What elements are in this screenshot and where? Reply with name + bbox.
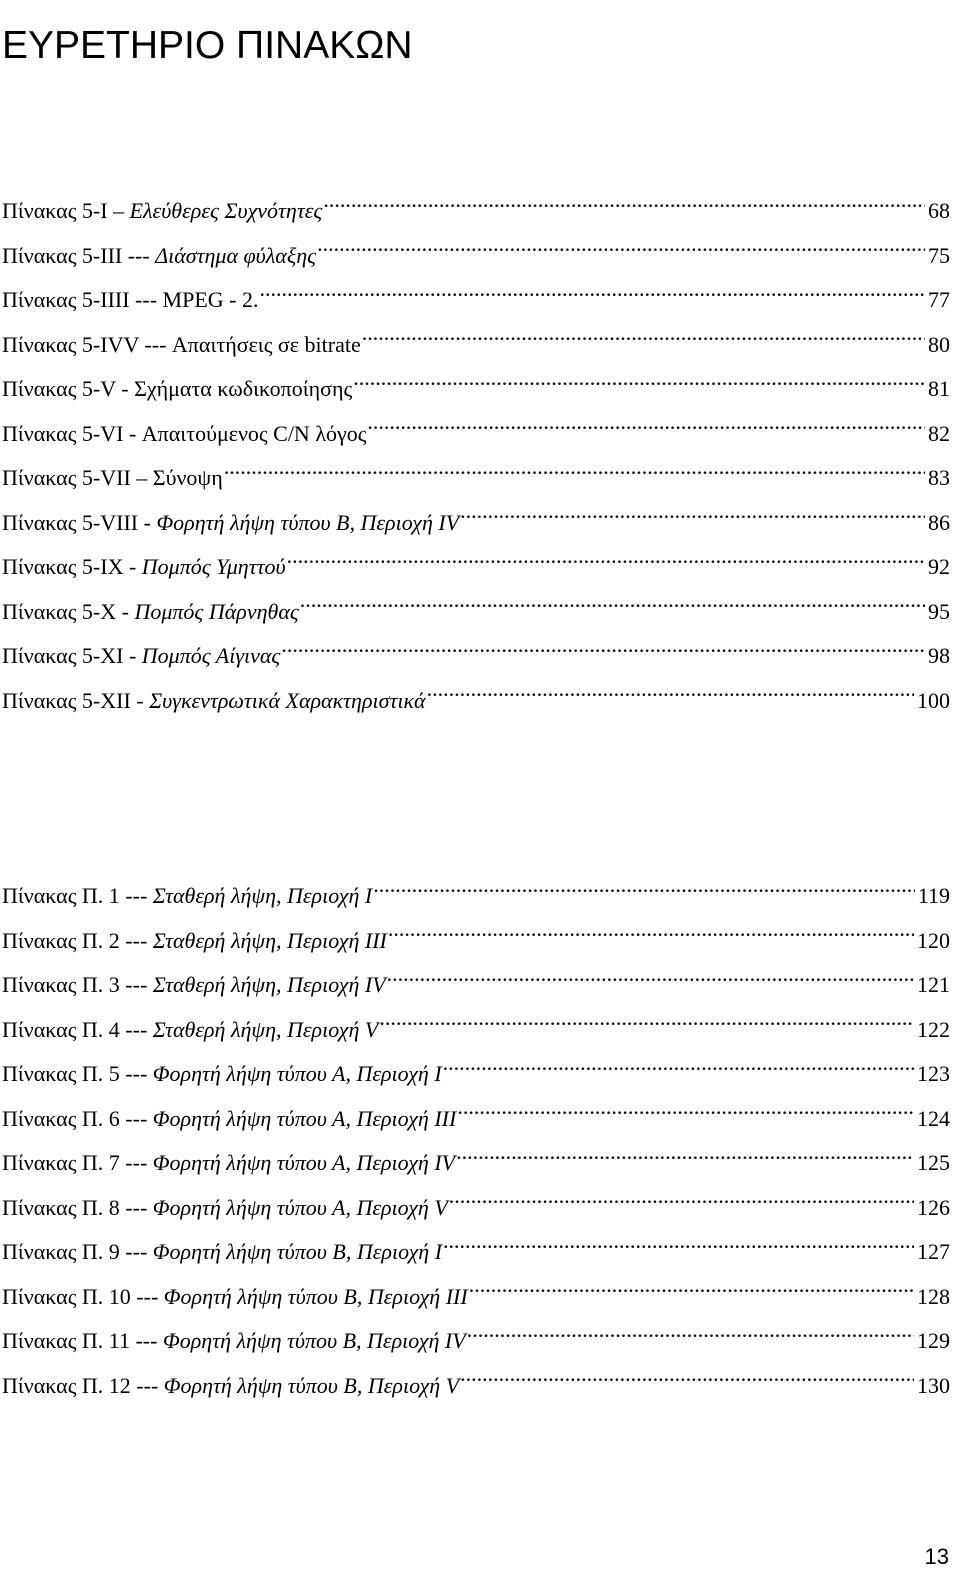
toc-dot-leader: [367, 419, 925, 441]
toc-entry-table-number: Πίνακας 5-Χ -: [2, 598, 135, 624]
toc-entry[interactable]: [2, 501, 950, 546]
toc-entry-caption: Πομπός Υμηττού: [141, 554, 286, 579]
page-number: 13: [924, 1544, 949, 1569]
toc-entry-page-number: 86: [928, 509, 950, 535]
toc-dot-leader: [300, 597, 925, 619]
toc-entry-table-number: Πίνακας Π. 5 ---: [2, 1061, 153, 1086]
toc-entry-caption: Σταθερή λήψη, Περιοχή ΙV: [152, 972, 386, 997]
toc-entry[interactable]: [2, 1319, 950, 1364]
toc-entry[interactable]: [2, 919, 950, 964]
toc-entry-table-number: Πίνακας Π. 10 ---: [2, 1283, 164, 1309]
toc-entry[interactable]: [2, 1052, 950, 1097]
toc-entry-page-number: 80: [928, 331, 950, 357]
toc-entry-page-number: 119: [917, 883, 950, 908]
toc-entry[interactable]: [2, 367, 950, 412]
toc-entry[interactable]: [2, 323, 950, 368]
toc-entry-page-number: 68: [928, 198, 950, 223]
toc-entry[interactable]: [2, 1141, 950, 1186]
toc-dot-leader: [362, 330, 925, 352]
toc-entry-caption: Σταθερή λήψη, Περιοχή Ι: [152, 883, 373, 908]
toc-entry-table-number: Πίνακας 5-ΧΙ -: [2, 643, 142, 668]
toc-entry-table-number: Πίνακας Π. 4 ---: [2, 1016, 153, 1042]
toc-dot-leader: [373, 881, 915, 903]
toc-entry-table-number: Πίνακας Π. 8 ---: [2, 1194, 153, 1220]
toc-entry-table-number: Πίνακας 5-ΧΙΙ -: [2, 687, 150, 713]
toc-entry-table-number: Πίνακας 5-ΙΙΙ ---: [2, 242, 156, 268]
toc-entry-label: [2, 963, 386, 1008]
toc-entry[interactable]: [2, 412, 950, 457]
toc-entry-table-number: Πίνακας Π. 11 ---: [2, 1328, 163, 1353]
toc-entry-table-number: Πίνακας Π. 2 ---: [2, 927, 153, 953]
toc-entry-caption: Σταθερή λήψη, Περιοχή ΙΙΙ: [152, 927, 387, 953]
toc-entry[interactable]: [2, 963, 950, 1008]
toc-entry-table-number: Πίνακας 5-VI -: [2, 420, 142, 446]
toc-entry[interactable]: [2, 1008, 950, 1053]
toc-entry[interactable]: [2, 874, 950, 919]
toc-entry-page-number: 100: [917, 687, 950, 713]
toc-entry-label: [2, 1319, 466, 1364]
toc-entry-caption: Φορητή λήψη τύπου Β, Περιοχή V: [163, 1372, 460, 1398]
toc-entry-label: [2, 456, 223, 501]
toc-entry-label: [2, 189, 322, 234]
toc-entry-table-number: Πίνακας Π. 12 ---: [2, 1372, 164, 1398]
toc-entry-label: [2, 1008, 378, 1053]
toc-entry[interactable]: [2, 1186, 950, 1231]
toc-entry-page-number: 122: [917, 1016, 950, 1042]
toc-dot-leader: [427, 686, 914, 708]
toc-entry-caption: Πομπός Αίγινας: [141, 643, 281, 668]
toc-entry-label: [2, 545, 286, 590]
toc-entry-label: [2, 501, 459, 546]
toc-entry-caption: Διάστημα φύλαξης: [155, 242, 317, 268]
toc-dot-leader: [460, 1371, 914, 1393]
toc-entry-table-number: Πίνακας Π. 9 ---: [2, 1239, 153, 1264]
toc-dot-leader: [443, 1059, 914, 1081]
toc-entry[interactable]: [2, 634, 950, 679]
toc-entry-label: [2, 1275, 468, 1320]
toc-entry-caption: Φορητή λήψη τύπου Α, Περιοχή Ι: [152, 1061, 442, 1086]
toc-dot-leader: [317, 241, 925, 263]
toc-entry-label: [2, 679, 426, 724]
toc-entry-caption: Σταθερή λήψη, Περιοχή V: [152, 1016, 379, 1042]
toc-dot-leader: [224, 463, 925, 485]
toc-dot-leader: [387, 970, 914, 992]
toc-entry[interactable]: [2, 1275, 950, 1320]
toc-dot-leader: [457, 1104, 914, 1126]
toc-entry-page-number: 127: [917, 1239, 950, 1264]
toc-entry-label: [2, 919, 387, 964]
toc-entry-page-number: 130: [917, 1372, 950, 1398]
toc-entry[interactable]: [2, 1364, 950, 1409]
toc-dot-leader: [379, 1015, 914, 1037]
toc-entry-table-number: Πίνακας 5-VII –: [2, 465, 153, 490]
toc-entry-caption: Συγκεντρωτικά Χαρακτηριστικά: [149, 687, 426, 713]
toc-entry-label: [2, 323, 361, 368]
toc-entry-page-number: 125: [917, 1150, 950, 1175]
toc-dot-leader: [287, 552, 925, 574]
toc-entry-label: [2, 1364, 459, 1409]
toc-entry-label: [2, 1141, 455, 1186]
toc-entry-table-number: Πίνακας 5-Ι –: [2, 198, 130, 223]
toc-list-appendix: [2, 874, 950, 1408]
toc-dot-leader: [353, 374, 925, 396]
toc-entry-caption: MPEG - 2.: [162, 287, 259, 312]
toc-entry-label: [2, 412, 366, 457]
toc-entry-page-number: 129: [917, 1328, 950, 1353]
toc-entry-caption: Φορητή λήψη τύπου Α, Περιοχή ΙV: [152, 1150, 456, 1175]
toc-entry-label: [2, 1230, 442, 1275]
toc-entry-table-number: Πίνακας 5-ΙΙΙΙ ---: [2, 287, 163, 312]
toc-dot-leader: [449, 1193, 914, 1215]
toc-entry-page-number: 95: [928, 598, 950, 624]
toc-entry-page-number: 81: [928, 376, 950, 401]
toc-entry-page-number: 120: [917, 927, 950, 953]
toc-entry-caption: Ελεύθερες Συχνότητες: [129, 198, 323, 223]
toc-entry[interactable]: [2, 1230, 950, 1275]
toc-entry-caption: Φορητή λήψη τύπου Α, Περιοχή ΙΙΙ: [152, 1105, 457, 1131]
toc-entry-label: [2, 1052, 442, 1097]
toc-entry-table-number: Πίνακας Π. 1 ---: [2, 883, 153, 908]
toc-entry[interactable]: [2, 234, 950, 279]
toc-entry-table-number: Πίνακας Π. 3 ---: [2, 972, 153, 997]
toc-list-main: [2, 189, 950, 723]
toc-entry-caption: Φορητή λήψη τύπου Β, Περιοχή ΙV: [162, 1328, 466, 1353]
toc-entry-label: [2, 367, 352, 412]
toc-entry-caption: Φορητή λήψη τύπου Β, Περιοχή ΙΙΙ: [163, 1283, 468, 1309]
toc-dot-leader: [467, 1326, 914, 1348]
toc-dot-leader: [281, 641, 925, 663]
toc-entry-table-number: Πίνακας 5-ΙVV ---: [2, 331, 172, 357]
toc-entry-label: [2, 278, 258, 323]
toc-entry[interactable]: [2, 679, 950, 724]
toc-entry-page-number: 83: [928, 465, 950, 490]
toc-entry-page-number: 82: [928, 420, 950, 446]
toc-entry-page-number: 121: [917, 972, 950, 997]
toc-entry-page-number: 77: [928, 287, 950, 312]
toc-entry-page-number: 92: [928, 554, 950, 579]
toc-entry[interactable]: [2, 590, 950, 635]
toc-entry-table-number: Πίνακας Π. 7 ---: [2, 1150, 153, 1175]
toc-entry-caption: Πομπός Πάρνηθας: [134, 598, 299, 624]
toc-entry-page-number: 98: [928, 643, 950, 668]
toc-dot-leader: [259, 285, 925, 307]
toc-entry[interactable]: [2, 1097, 950, 1142]
toc-entry-caption: Απαιτούμενος C/N λόγος: [141, 420, 367, 446]
page-title: ΕΥΡΕΤΗΡΙΟ ΠΙΝΑΚΩΝ: [2, 24, 413, 68]
toc-entry-page-number: 128: [917, 1283, 950, 1309]
toc-entry[interactable]: [2, 456, 950, 501]
toc-entry-caption: Σχήματα κωδικοποίησης: [134, 376, 353, 401]
toc-dot-leader: [443, 1237, 914, 1259]
toc-entry-label: [2, 1186, 448, 1231]
toc-dot-leader: [323, 196, 925, 218]
toc-dot-leader: [456, 1148, 914, 1170]
toc-entry-table-number: Πίνακας 5-VIII -: [2, 509, 157, 535]
toc-entry-page-number: 123: [917, 1061, 950, 1086]
toc-entry-label: [2, 1097, 456, 1142]
toc-entry[interactable]: [2, 278, 950, 323]
toc-entry-label: [2, 634, 280, 679]
toc-entry[interactable]: [2, 189, 950, 234]
toc-dot-leader: [469, 1282, 914, 1304]
toc-entry-caption: Φορητή λήψη τύπου Β, Περιοχή IV: [156, 509, 460, 535]
toc-entry-table-number: Πίνακας Π. 6 ---: [2, 1105, 153, 1131]
toc-entry[interactable]: [2, 545, 950, 590]
toc-entry-page-number: 75: [928, 242, 950, 268]
toc-entry-page-number: 126: [917, 1194, 950, 1220]
toc-entry-table-number: Πίνακας 5-V -: [2, 376, 135, 401]
toc-entry-label: [2, 874, 372, 919]
toc-entry-label: [2, 234, 316, 279]
toc-entry-caption: Σύνοψη: [152, 465, 223, 490]
toc-entry-page-number: 124: [917, 1105, 950, 1131]
toc-entry-caption: Φορητή λήψη τύπου Β, Περιοχή Ι: [152, 1239, 443, 1264]
toc-dot-leader: [460, 508, 925, 530]
toc-entry-label: [2, 590, 299, 635]
toc-entry-table-number: Πίνακας 5-ΙΧ -: [2, 554, 142, 579]
toc-entry-caption: Φορητή λήψη τύπου Α, Περιοχή V: [152, 1194, 448, 1220]
toc-dot-leader: [388, 926, 914, 948]
toc-entry-caption: Απαιτήσεις σε bitrate: [171, 331, 361, 357]
